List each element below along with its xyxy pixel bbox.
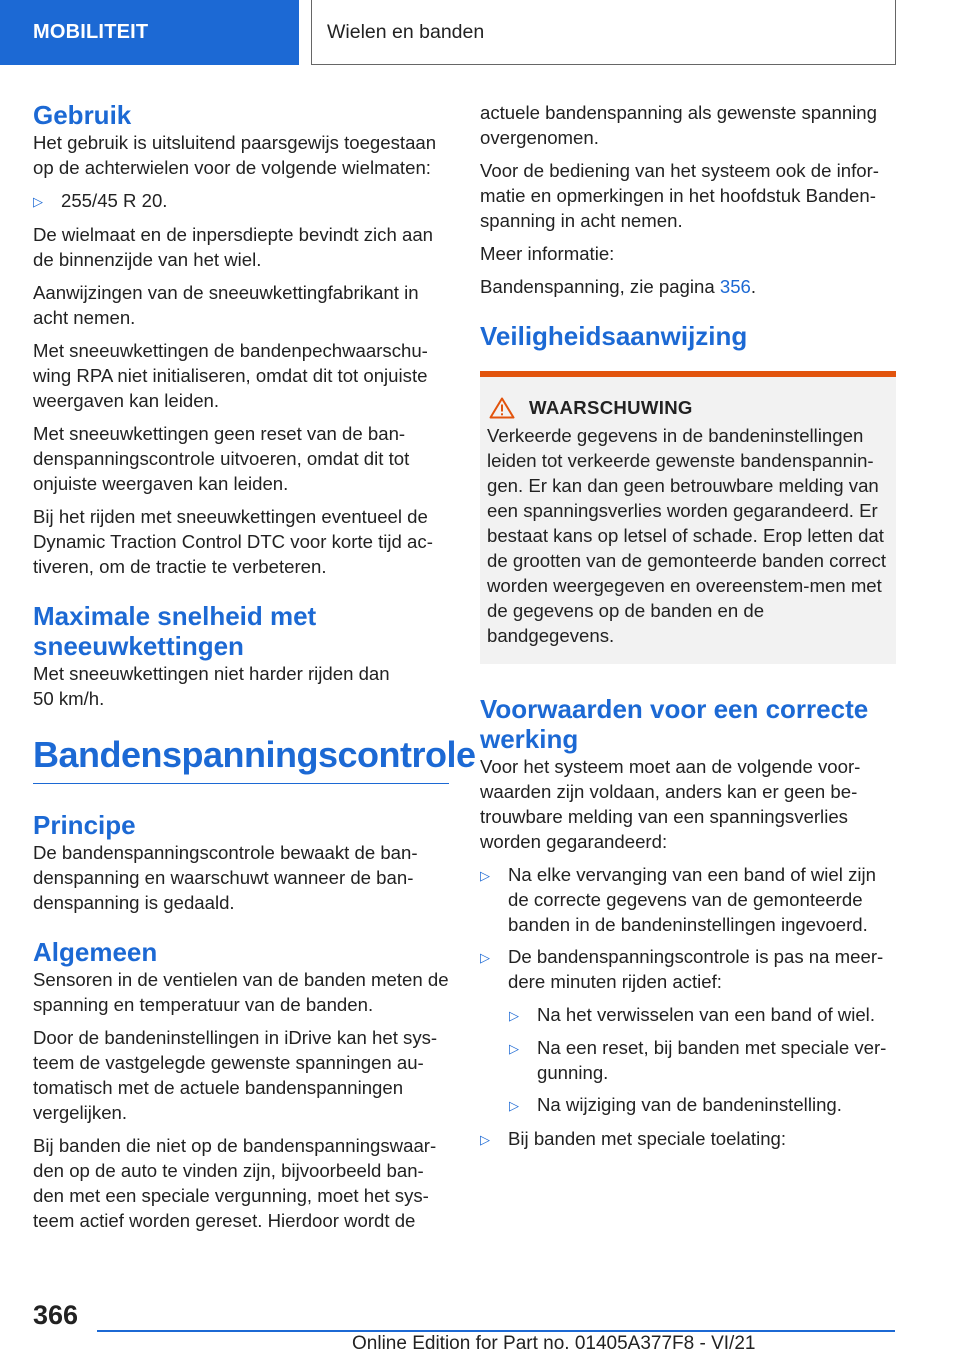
paragraph: Voor de bediening van het systeem ook de infor-matie en opmerkingen in het hoofdstuk Banden-spanning in acht nemen.: [480, 160, 879, 231]
list-item: [509, 1092, 896, 1118]
paragraph: De bandenspanningscontrole bewaakt de ban-denspanning en waarschuwt wanneer de ban-denspanning is gedaald.: [33, 842, 418, 913]
paragraph: Sensoren in de ventielen van de banden meten de spanning en temperatuur van de banden.: [33, 969, 449, 1015]
list-item: [33, 188, 449, 214]
warning-text: Verkeerde gegevens in de bandeninstellingen leiden tot verkeerde gewenste bandenspannin-gen. Er kan dan geen betrouwbare melding van een spanningsverlies worden gegarandeerd. Er bestaat kans op letsel of schade. Erop letten dat de grootten van de gemonteerde banden correct worden weergegeven en overeenstem-men met de gegevens op de banden en de bandgegevens.: [487, 425, 887, 646]
sub-bullet-list: [509, 1002, 896, 1118]
paragraph: Meer informatie:: [480, 243, 615, 264]
list-item: [480, 862, 896, 937]
paragraph: Aanwijzingen van de sneeuwkettingfabrikant in acht nemen.: [33, 282, 419, 328]
section-tab: MOBILITEIT: [0, 0, 299, 65]
heading-gebruik: Gebruik: [33, 100, 132, 130]
paragraph: Bij het rijden met sneeuwkettingen eventueel de Dynamic Traction Control DTC voor korte tijd ac-tiveren, om de tractie te verbeteren.: [33, 506, 433, 577]
paragraph: Met sneeuwkettingen geen reset van de ban-denspanningscontrole uitvoeren, omdat dit tot onjuiste weergaven kan leiden.: [33, 423, 410, 494]
paragraph: Met sneeuwkettingen niet harder rijden dan 50 km/h.: [33, 663, 390, 709]
list-item-text: Na het verwisselen van een band of wiel.: [537, 1004, 875, 1025]
paragraph: De wielmaat en de inpersdiepte bevindt zich aan de binnenzijde van het wiel.: [33, 224, 434, 270]
list-item: [509, 1035, 896, 1085]
list-item: [480, 1126, 896, 1152]
triangle-bullet-icon: ▷: [480, 950, 490, 965]
bullet-list: [480, 1126, 896, 1152]
paragraph: Voor het systeem moet aan de volgende voor-waarden zijn voldaan, anders kan er geen be-trouwbare melding van een spanningsverlies worden gegarandeerd:: [480, 756, 861, 852]
heading-veiligheidsaanwijzing: Veiligheidsaanwijzing: [480, 321, 748, 351]
bullet-list: [33, 188, 449, 214]
heading-bandenspanningscontrole: Bandenspanningscontrole: [33, 733, 449, 784]
paragraph: Het gebruik is uitsluitend paarsgewijs toegestaan op de achterwielen voor de volgende wielmaten:: [33, 132, 437, 178]
paragraph: Door de bandeninstellingen in iDrive kan het sys-teem de vastgelegde gewenste spanningen au-tomatisch met de actuele bandenspanningen vergelijken.: [33, 1027, 438, 1123]
right-column: [480, 100, 896, 1160]
footer-edition: Online Edition for Part no. 01405A377F8 - VI/21: [352, 1333, 756, 1354]
list-item-text: 255/45 R 20.: [61, 190, 168, 211]
triangle-bullet-icon: ▷: [480, 1132, 490, 1147]
paragraph: Bij banden die niet op de bandenspanningswaar-den op de auto te vinden zijn, bijvoorbeeld ban-den met een speciale vergunning, moet het sys-teem actief worden gereset. Hierdoor wordt de: [33, 1135, 437, 1231]
footer-rule: [97, 1330, 895, 1332]
heading-algemeen: Algemeen: [33, 937, 158, 967]
left-column: [33, 100, 476, 1241]
paragraph: actuele bandenspanning als gewenste spanning overgenomen.: [480, 102, 877, 148]
chapter-title: Wielen en banden: [311, 0, 896, 65]
paragraph: [480, 274, 896, 299]
cross-ref-text: Bandenspanning, zie pagina: [480, 276, 720, 297]
page-link[interactable]: 356: [719, 276, 751, 297]
list-item: [480, 944, 896, 994]
heading-principe: Principe: [33, 810, 136, 840]
list-item-text: Na elke vervanging van een band of wiel zijn de correcte gegevens van de gemonteerde banden in de bandeninstellingen ingevoerd.: [508, 864, 876, 935]
list-item-text: De bandenspanningscontrole is pas na meer-dere minuten rijden actief:: [508, 946, 884, 992]
triangle-bullet-icon: ▷: [509, 1008, 519, 1023]
triangle-bullet-icon: ▷: [509, 1041, 519, 1056]
list-item-text: Na een reset, bij banden met speciale ver-gunning.: [537, 1037, 887, 1083]
list-item-text: Bij banden met speciale toelating:: [508, 1128, 787, 1149]
heading-max-snelheid: Maximale snelheid met sneeuwkettingen: [33, 601, 317, 661]
warning-box: [480, 371, 896, 664]
bullet-list: [480, 862, 896, 994]
list-item: [509, 1002, 896, 1028]
triangle-bullet-icon: ▷: [33, 194, 43, 209]
heading-voorwaarden: Voorwaarden voor een correcte werking: [480, 694, 869, 754]
cross-ref-suffix: .: [750, 276, 757, 297]
triangle-bullet-icon: ▷: [480, 868, 490, 883]
page-number: 366: [33, 1300, 79, 1330]
warning-title: WAARSCHUWING: [529, 397, 693, 418]
paragraph: Met sneeuwkettingen de bandenpechwaarschu-wing RPA niet initialiseren, omdat dit tot onjuiste weergaven kan leiden.: [33, 340, 428, 411]
warning-header: [487, 397, 888, 419]
triangle-bullet-icon: ▷: [509, 1098, 519, 1113]
list-item-text: Na wijziging van de bandeninstelling.: [537, 1094, 842, 1115]
warning-triangle-icon: [489, 397, 515, 419]
